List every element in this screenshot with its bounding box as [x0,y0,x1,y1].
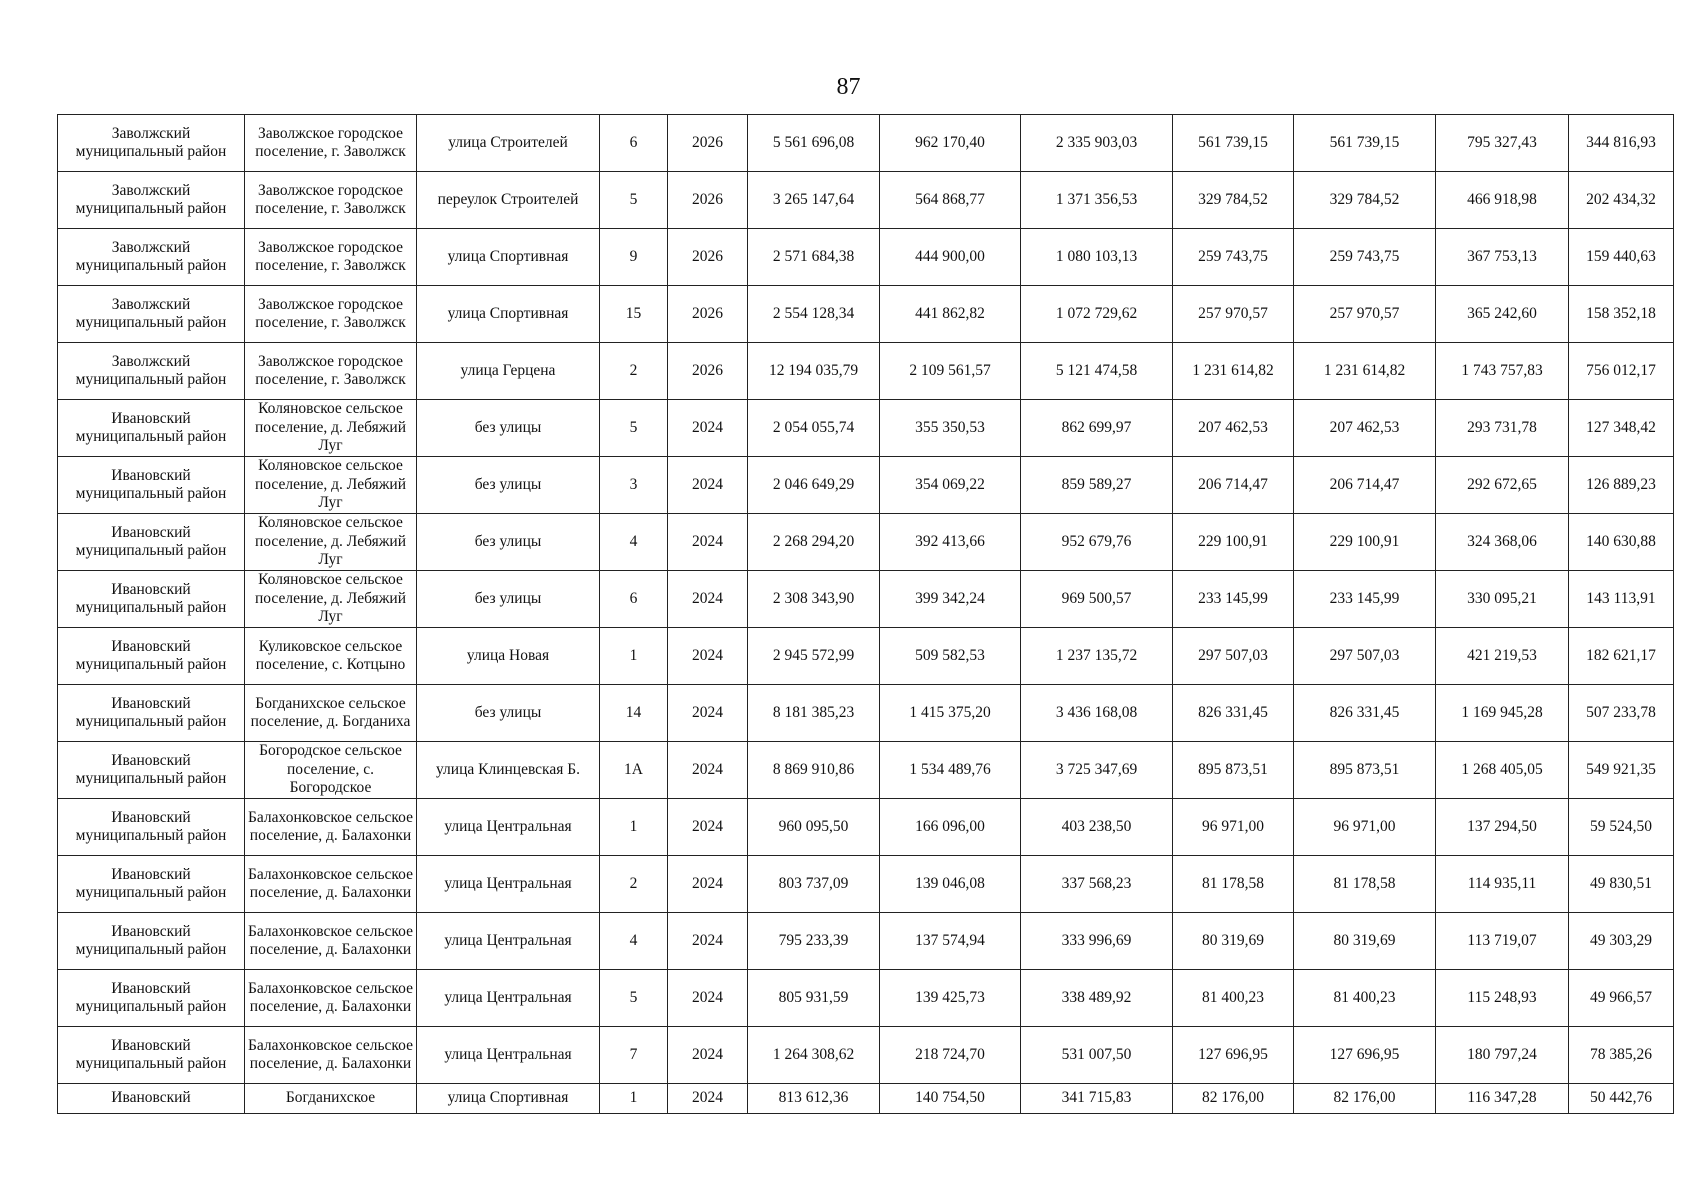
cell-year: 2024 [668,628,748,685]
cell-cost-col-8: 5 121 474,58 [1021,343,1173,400]
cell-street: улица Центральная [417,970,600,1027]
cell-year: 2024 [668,742,748,799]
cell-cost-col-7: 444 900,00 [880,229,1021,286]
cell-district: Ивановский муниципальный район [58,799,245,856]
cell-cost-col-11: 293 731,78 [1436,400,1569,457]
cell-year: 2026 [668,115,748,172]
cell-total-cost: 2 054 055,74 [748,400,880,457]
cell-year: 2024 [668,400,748,457]
cell-district: Ивановский муниципальный район [58,1027,245,1084]
cell-cost-col-7: 140 754,50 [880,1084,1021,1114]
cell-cost-col-9: 1 231 614,82 [1173,343,1294,400]
cell-cost-col-11: 180 797,24 [1436,1027,1569,1084]
cell-cost-col-8: 1 072 729,62 [1021,286,1173,343]
cell-settlement: Коляновское сельское поселение, д. Лебяжий Луг [245,571,417,628]
table-row [58,742,1674,799]
cell-cost-col-7: 218 724,70 [880,1027,1021,1084]
cell-cost-col-10: 207 462,53 [1294,400,1436,457]
cell-cost-col-7: 139 046,08 [880,856,1021,913]
cell-cost-col-9: 96 971,00 [1173,799,1294,856]
cell-cost-col-9: 81 400,23 [1173,970,1294,1027]
cell-district: Ивановский муниципальный район [58,457,245,514]
cell-cost-col-8: 337 568,23 [1021,856,1173,913]
cell-cost-col-8: 952 679,76 [1021,514,1173,571]
cell-cost-col-7: 1 415 375,20 [880,685,1021,742]
cell-street: без улицы [417,685,600,742]
cell-settlement: Балахонковское сельское поселение, д. Балахонки [245,970,417,1027]
cell-cost-col-7: 137 574,94 [880,913,1021,970]
cell-cost-col-10: 257 970,57 [1294,286,1436,343]
cell-district: Ивановский [58,1084,245,1114]
cell-settlement: Балахонковское сельское поселение, д. Балахонки [245,799,417,856]
cell-house-number: 6 [600,115,668,172]
cell-cost-col-12: 49 303,29 [1569,913,1674,970]
cell-total-cost: 813 612,36 [748,1084,880,1114]
cell-house-number: 15 [600,286,668,343]
cell-cost-col-10: 96 971,00 [1294,799,1436,856]
cell-cost-col-12: 507 233,78 [1569,685,1674,742]
cell-cost-col-11: 421 219,53 [1436,628,1569,685]
cell-year: 2024 [668,856,748,913]
cell-total-cost: 2 945 572,99 [748,628,880,685]
cell-cost-col-8: 3 725 347,69 [1021,742,1173,799]
cell-cost-col-7: 399 342,24 [880,571,1021,628]
cell-cost-col-11: 292 672,65 [1436,457,1569,514]
cell-cost-col-10: 206 714,47 [1294,457,1436,514]
cell-cost-col-12: 78 385,26 [1569,1027,1674,1084]
cell-cost-col-10: 81 178,58 [1294,856,1436,913]
cell-street: переулок Строителей [417,172,600,229]
cell-cost-col-9: 329 784,52 [1173,172,1294,229]
cell-year: 2024 [668,1027,748,1084]
cell-street: без улицы [417,571,600,628]
cell-district: Заволжский муниципальный район [58,172,245,229]
cell-street: без улицы [417,457,600,514]
cell-district: Заволжский муниципальный район [58,343,245,400]
cell-cost-col-7: 139 425,73 [880,970,1021,1027]
cell-cost-col-7: 962 170,40 [880,115,1021,172]
cell-cost-col-7: 392 413,66 [880,514,1021,571]
cell-cost-col-12: 59 524,50 [1569,799,1674,856]
cell-cost-col-11: 1 169 945,28 [1436,685,1569,742]
cell-district: Заволжский муниципальный район [58,115,245,172]
cell-cost-col-8: 341 715,83 [1021,1084,1173,1114]
cell-settlement: Коляновское сельское поселение, д. Лебяжий Луг [245,400,417,457]
cell-house-number: 7 [600,1027,668,1084]
table-row [58,229,1674,286]
cell-district: Заволжский муниципальный район [58,229,245,286]
cell-district: Ивановский муниципальный район [58,913,245,970]
cell-house-number: 2 [600,856,668,913]
cell-cost-col-8: 862 699,97 [1021,400,1173,457]
cell-settlement: Коляновское сельское поселение, д. Лебяжий Луг [245,514,417,571]
cell-cost-col-8: 1 080 103,13 [1021,229,1173,286]
cell-cost-col-7: 1 534 489,76 [880,742,1021,799]
cell-total-cost: 3 265 147,64 [748,172,880,229]
cell-total-cost: 2 268 294,20 [748,514,880,571]
cell-year: 2026 [668,229,748,286]
cell-cost-col-9: 206 714,47 [1173,457,1294,514]
cell-settlement: Заволжское городское поселение, г. Заволжск [245,343,417,400]
cell-cost-col-8: 2 335 903,03 [1021,115,1173,172]
cell-street: улица Строителей [417,115,600,172]
cell-cost-col-9: 297 507,03 [1173,628,1294,685]
cell-cost-col-12: 49 830,51 [1569,856,1674,913]
cell-year: 2024 [668,514,748,571]
cell-street: улица Герцена [417,343,600,400]
cell-settlement: Балахонковское сельское поселение, д. Балахонки [245,856,417,913]
cell-street: улица Клинцевская Б. [417,742,600,799]
table-row [58,514,1674,571]
cell-year: 2024 [668,571,748,628]
cell-cost-col-9: 81 178,58 [1173,856,1294,913]
cell-cost-col-11: 1 743 757,83 [1436,343,1569,400]
cell-total-cost: 8 869 910,86 [748,742,880,799]
cell-cost-col-12: 127 348,42 [1569,400,1674,457]
cell-cost-col-10: 297 507,03 [1294,628,1436,685]
cell-cost-col-9: 80 319,69 [1173,913,1294,970]
cell-cost-col-12: 49 966,57 [1569,970,1674,1027]
cell-cost-col-9: 895 873,51 [1173,742,1294,799]
cell-cost-col-8: 403 238,50 [1021,799,1173,856]
cell-house-number: 2 [600,343,668,400]
cell-cost-col-12: 202 434,32 [1569,172,1674,229]
cell-cost-col-11: 324 368,06 [1436,514,1569,571]
cell-cost-col-10: 82 176,00 [1294,1084,1436,1114]
cell-cost-col-11: 795 327,43 [1436,115,1569,172]
cell-cost-col-11: 466 918,98 [1436,172,1569,229]
cell-cost-col-11: 113 719,07 [1436,913,1569,970]
cell-district: Ивановский муниципальный район [58,400,245,457]
cell-cost-col-8: 1 237 135,72 [1021,628,1173,685]
table-row [58,970,1674,1027]
cell-settlement: Заволжское городское поселение, г. Заволжск [245,172,417,229]
cell-total-cost: 795 233,39 [748,913,880,970]
cell-year: 2024 [668,685,748,742]
cell-street: улица Новая [417,628,600,685]
table-body [58,115,1674,1114]
cell-year: 2024 [668,913,748,970]
cell-year: 2024 [668,799,748,856]
cell-settlement: Богданихское [245,1084,417,1114]
cell-cost-col-11: 137 294,50 [1436,799,1569,856]
table-row [58,685,1674,742]
cell-district: Ивановский муниципальный район [58,571,245,628]
table-row [58,628,1674,685]
cell-year: 2026 [668,286,748,343]
cell-house-number: 1А [600,742,668,799]
cell-total-cost: 8 181 385,23 [748,685,880,742]
cell-cost-col-10: 127 696,95 [1294,1027,1436,1084]
cell-settlement: Заволжское городское поселение, г. Заволжск [245,286,417,343]
cell-cost-col-12: 159 440,63 [1569,229,1674,286]
cell-house-number: 4 [600,514,668,571]
cell-street: улица Центральная [417,1027,600,1084]
cell-cost-col-7: 441 862,82 [880,286,1021,343]
table-row [58,457,1674,514]
cell-district: Ивановский муниципальный район [58,514,245,571]
cell-district: Ивановский муниципальный район [58,856,245,913]
cell-cost-col-9: 826 331,45 [1173,685,1294,742]
cell-settlement: Богданихское сельское поселение, д. Богданиха [245,685,417,742]
cell-cost-col-12: 756 012,17 [1569,343,1674,400]
cell-house-number: 6 [600,571,668,628]
cell-cost-col-10: 80 319,69 [1294,913,1436,970]
cell-cost-col-9: 82 176,00 [1173,1084,1294,1114]
table-row [58,172,1674,229]
table-row [58,799,1674,856]
cell-cost-col-10: 826 331,45 [1294,685,1436,742]
cell-street: без улицы [417,400,600,457]
cell-settlement: Куликовское сельское поселение, с. Котцыно [245,628,417,685]
cell-cost-col-8: 859 589,27 [1021,457,1173,514]
cell-cost-col-9: 259 743,75 [1173,229,1294,286]
cell-cost-col-7: 509 582,53 [880,628,1021,685]
cell-cost-col-10: 259 743,75 [1294,229,1436,286]
cell-house-number: 5 [600,400,668,457]
cell-cost-col-10: 81 400,23 [1294,970,1436,1027]
cell-cost-col-10: 561 739,15 [1294,115,1436,172]
cell-cost-col-9: 561 739,15 [1173,115,1294,172]
table-row [58,571,1674,628]
table-row [58,286,1674,343]
cell-house-number: 1 [600,628,668,685]
cell-cost-col-7: 166 096,00 [880,799,1021,856]
cell-cost-col-12: 158 352,18 [1569,286,1674,343]
cell-cost-col-8: 3 436 168,08 [1021,685,1173,742]
cell-cost-col-11: 1 268 405,05 [1436,742,1569,799]
table-row [58,856,1674,913]
table-row [58,913,1674,970]
cell-cost-col-10: 1 231 614,82 [1294,343,1436,400]
cell-total-cost: 2 308 343,90 [748,571,880,628]
cell-cost-col-7: 355 350,53 [880,400,1021,457]
cell-total-cost: 2 554 128,34 [748,286,880,343]
cell-total-cost: 2 046 649,29 [748,457,880,514]
cell-year: 2026 [668,172,748,229]
cell-house-number: 5 [600,172,668,229]
cell-cost-col-9: 233 145,99 [1173,571,1294,628]
table-row [58,400,1674,457]
cell-district: Ивановский муниципальный район [58,685,245,742]
cell-cost-col-8: 1 371 356,53 [1021,172,1173,229]
cell-cost-col-11: 330 095,21 [1436,571,1569,628]
cell-cost-col-8: 333 996,69 [1021,913,1173,970]
cell-district: Заволжский муниципальный район [58,286,245,343]
cell-cost-col-10: 895 873,51 [1294,742,1436,799]
cell-cost-col-12: 549 921,35 [1569,742,1674,799]
cell-cost-col-12: 182 621,17 [1569,628,1674,685]
cell-house-number: 1 [600,1084,668,1114]
cell-settlement: Балахонковское сельское поселение, д. Балахонки [245,913,417,970]
cell-street: улица Спортивная [417,229,600,286]
cell-cost-col-8: 338 489,92 [1021,970,1173,1027]
cell-house-number: 3 [600,457,668,514]
cell-cost-col-12: 50 442,76 [1569,1084,1674,1114]
cell-cost-col-7: 2 109 561,57 [880,343,1021,400]
page-number: 87 [836,74,861,100]
cell-year: 2026 [668,343,748,400]
cell-district: Ивановский муниципальный район [58,628,245,685]
cell-total-cost: 5 561 696,08 [748,115,880,172]
cell-settlement: Заволжское городское поселение, г. Заволжск [245,229,417,286]
cell-street: улица Спортивная [417,1084,600,1114]
cell-cost-col-11: 365 242,60 [1436,286,1569,343]
cell-total-cost: 803 737,09 [748,856,880,913]
cell-year: 2024 [668,457,748,514]
cell-year: 2024 [668,1084,748,1114]
cell-cost-col-8: 531 007,50 [1021,1027,1173,1084]
cell-street: улица Центральная [417,913,600,970]
cell-total-cost: 805 931,59 [748,970,880,1027]
data-table [57,114,1674,1114]
cell-total-cost: 1 264 308,62 [748,1027,880,1084]
cell-cost-col-12: 344 816,93 [1569,115,1674,172]
table-row [58,115,1674,172]
cell-cost-col-12: 143 113,91 [1569,571,1674,628]
cell-street: улица Спортивная [417,286,600,343]
cell-cost-col-8: 969 500,57 [1021,571,1173,628]
cell-total-cost: 960 095,50 [748,799,880,856]
cell-cost-col-11: 115 248,93 [1436,970,1569,1027]
table-row [58,1084,1674,1114]
cell-total-cost: 12 194 035,79 [748,343,880,400]
cell-street: улица Центральная [417,799,600,856]
cell-cost-col-10: 229 100,91 [1294,514,1436,571]
cell-district: Ивановский муниципальный район [58,970,245,1027]
cell-cost-col-12: 126 889,23 [1569,457,1674,514]
cell-cost-col-9: 257 970,57 [1173,286,1294,343]
cell-settlement: Заволжское городское поселение, г. Заволжск [245,115,417,172]
cell-street: улица Центральная [417,856,600,913]
cell-settlement: Богородское сельское поселение, с. Богородское [245,742,417,799]
cell-cost-col-11: 114 935,11 [1436,856,1569,913]
cell-cost-col-11: 116 347,28 [1436,1084,1569,1114]
cell-cost-col-7: 354 069,22 [880,457,1021,514]
cell-house-number: 9 [600,229,668,286]
cell-cost-col-12: 140 630,88 [1569,514,1674,571]
cell-total-cost: 2 571 684,38 [748,229,880,286]
cell-street: без улицы [417,514,600,571]
table-row [58,1027,1674,1084]
cell-settlement: Коляновское сельское поселение, д. Лебяжий Луг [245,457,417,514]
cell-house-number: 5 [600,970,668,1027]
cell-settlement: Балахонковское сельское поселение, д. Балахонки [245,1027,417,1084]
cell-cost-col-9: 207 462,53 [1173,400,1294,457]
cell-cost-col-10: 233 145,99 [1294,571,1436,628]
cell-house-number: 4 [600,913,668,970]
cell-district: Ивановский муниципальный район [58,742,245,799]
cell-cost-col-7: 564 868,77 [880,172,1021,229]
table-row [58,343,1674,400]
cell-cost-col-10: 329 784,52 [1294,172,1436,229]
cell-cost-col-9: 229 100,91 [1173,514,1294,571]
cell-house-number: 1 [600,799,668,856]
cell-year: 2024 [668,970,748,1027]
cell-house-number: 14 [600,685,668,742]
cell-cost-col-9: 127 696,95 [1173,1027,1294,1084]
cell-cost-col-11: 367 753,13 [1436,229,1569,286]
